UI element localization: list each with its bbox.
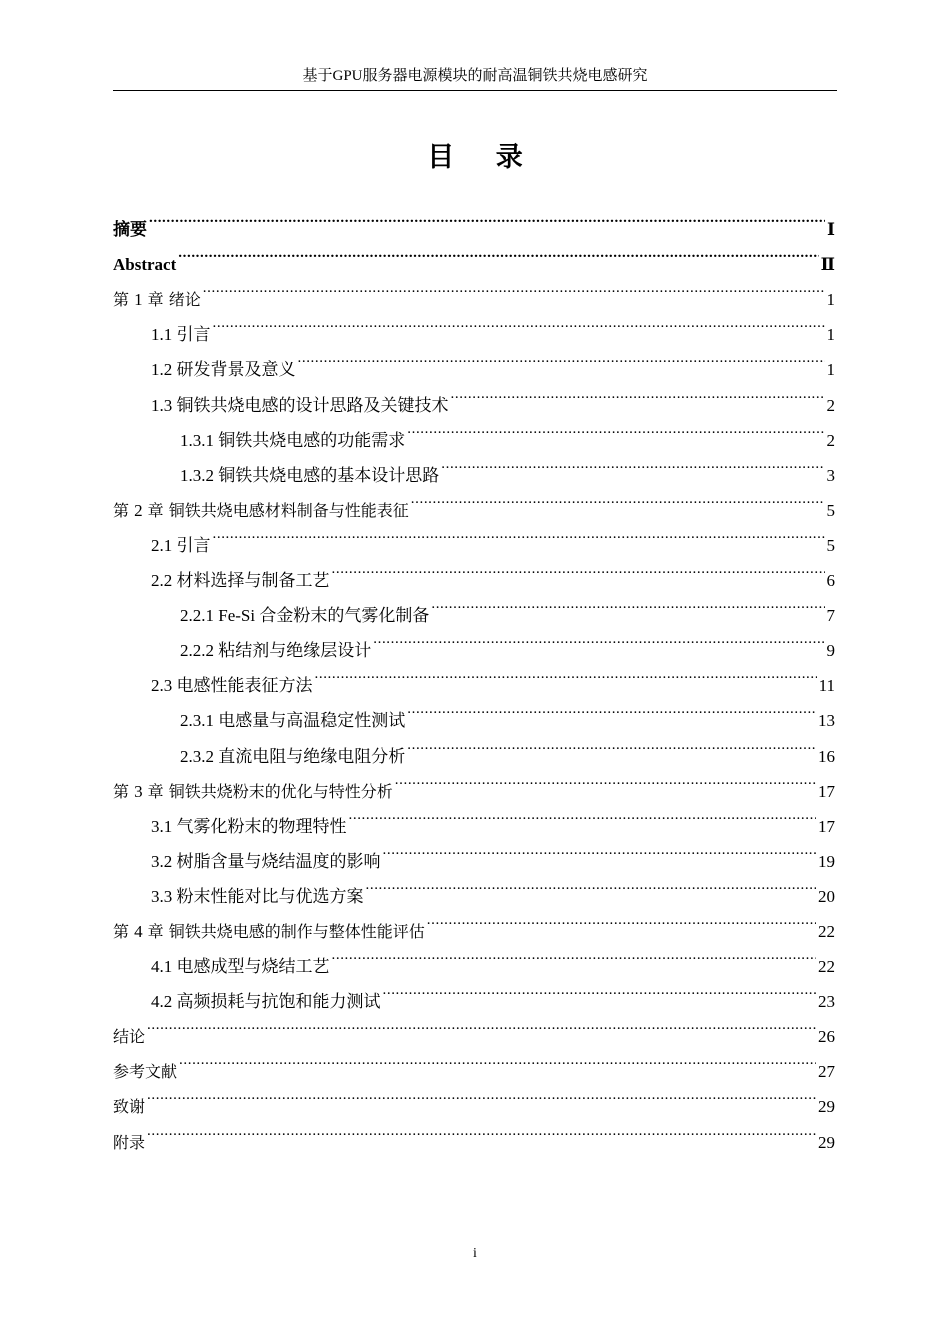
toc-entry-page: 6 xyxy=(826,571,835,591)
toc-entry-label: 2.2.1 Fe-Si 合金粉末的气雾化制备 xyxy=(180,606,430,626)
toc-entry-label: 2.3.1 电感量与高温稳定性测试 xyxy=(180,711,406,731)
toc-list xyxy=(113,200,835,1152)
toc-entry-page: Ⅰ xyxy=(827,220,835,240)
toc-entry[interactable] xyxy=(113,1042,835,1082)
toc-dot-leader xyxy=(407,411,824,446)
chapter-number: 2 xyxy=(134,500,143,520)
toc-dot-leader xyxy=(366,867,817,902)
toc-entry-page: 5 xyxy=(826,500,835,520)
toc-dot-leader xyxy=(147,1077,816,1112)
toc-entry-label: 摘要 xyxy=(113,220,147,240)
toc-entry-page: 29 xyxy=(818,1132,835,1152)
toc-dot-leader xyxy=(147,1112,816,1147)
toc-entry-page: 5 xyxy=(826,535,835,555)
toc-dot-leader xyxy=(149,200,825,235)
toc-title xyxy=(0,138,950,178)
toc-entry-label: 3.1 气雾化粉末的物理特性 xyxy=(151,816,347,836)
toc-entry-label: 4.2 高频损耗与抗饱和能力测试 xyxy=(151,992,381,1012)
toc-entry-label: 附录 xyxy=(113,1132,146,1152)
toc-entry-label: 1.1 引言 xyxy=(151,325,211,345)
toc-dot-leader xyxy=(315,656,817,691)
toc-dot-leader xyxy=(203,270,825,305)
toc-dot-leader xyxy=(431,586,824,621)
toc-entry-label: 1.2 研发背景及意义 xyxy=(151,360,296,380)
toc-dot-leader xyxy=(411,481,825,516)
toc-entry-page: 11 xyxy=(818,676,835,696)
chapter-number: 1 xyxy=(134,290,143,310)
toc-entry-label: 3.2 树脂含量与烧结温度的影响 xyxy=(151,851,381,871)
chapter-number: 3 xyxy=(134,781,143,801)
toc-entry[interactable] xyxy=(113,270,835,310)
toc-entry-label: 致谢 xyxy=(113,1097,146,1117)
chapter-number: 4 xyxy=(134,921,143,941)
toc-dot-leader xyxy=(383,832,817,867)
toc-entry[interactable] xyxy=(113,235,835,275)
toc-entry-page: 2 xyxy=(826,430,835,450)
toc-entry-page: 1 xyxy=(826,325,835,345)
toc-entry-page: 16 xyxy=(818,746,835,766)
toc-dot-leader xyxy=(383,972,817,1007)
toc-entry[interactable] xyxy=(113,340,835,380)
toc-entry[interactable] xyxy=(113,1007,835,1047)
toc-entry-page: 3 xyxy=(826,465,835,485)
toc-entry-page: 22 xyxy=(818,957,835,977)
toc-entry[interactable] xyxy=(113,516,835,555)
toc-entry-label: 1.3 铜铁共烧电感的设计思路及关键技术 xyxy=(151,395,449,415)
toc-entry-page: 2 xyxy=(826,395,835,415)
toc-entry-label: Abstract xyxy=(113,255,177,275)
toc-entry-page: Ⅱ xyxy=(820,255,835,275)
toc-entry-page: 17 xyxy=(818,816,835,836)
toc-dot-leader xyxy=(298,340,825,375)
toc-entry-label: 结论 xyxy=(113,1027,146,1047)
toc-dot-leader xyxy=(373,621,824,656)
toc-entry-label: 2.1 引言 xyxy=(151,535,211,555)
toc-entry-label: 第 1 章 绪论 xyxy=(113,290,201,310)
toc-entry[interactable] xyxy=(113,200,835,240)
toc-entry-label: 2.2 材料选择与制备工艺 xyxy=(151,571,330,591)
toc-title-text: 目 录 xyxy=(427,142,539,173)
toc-entry-label: 第 2 章 铜铁共烧电感材料制备与性能表征 xyxy=(113,500,409,520)
toc-entry-label: 1.3.2 铜铁共烧电感的基本设计思路 xyxy=(180,465,440,485)
toc-entry-page: 7 xyxy=(826,606,835,626)
toc-dot-leader xyxy=(147,1007,816,1042)
toc-entry[interactable] xyxy=(113,1077,835,1117)
toc-dot-leader xyxy=(213,305,825,340)
toc-dot-leader xyxy=(332,551,825,586)
toc-dot-leader xyxy=(427,902,816,937)
toc-entry-page: 9 xyxy=(826,641,835,661)
toc-entry[interactable] xyxy=(113,305,835,345)
toc-dot-leader xyxy=(213,516,825,551)
toc-entry-label: 第 4 章 铜铁共烧电感的制作与整体性能评估 xyxy=(113,921,425,941)
toc-entry-label: 1.3.1 铜铁共烧电感的功能需求 xyxy=(180,430,406,450)
toc-entry-page: 27 xyxy=(818,1062,835,1082)
toc-entry-label: 第 3 章 铜铁共烧粉末的优化与特性分析 xyxy=(113,781,393,801)
toc-entry-page: 17 xyxy=(818,781,835,801)
toc-entry-page: 29 xyxy=(818,1097,835,1117)
toc-entry-label: 2.3 电感性能表征方法 xyxy=(151,676,313,696)
toc-entry[interactable] xyxy=(113,551,835,591)
toc-entry-page: 1 xyxy=(826,290,835,310)
toc-entry-label: 参考文献 xyxy=(113,1062,178,1082)
toc-dot-leader xyxy=(441,446,824,481)
toc-dot-leader xyxy=(332,937,817,972)
toc-dot-leader xyxy=(178,235,818,270)
header-rule xyxy=(113,90,837,91)
toc-entry[interactable] xyxy=(113,1112,835,1152)
toc-entry-label: 2.2.2 粘结剂与绝缘层设计 xyxy=(180,641,372,661)
toc-entry-page: 20 xyxy=(818,886,835,906)
toc-dot-leader xyxy=(451,375,825,410)
toc-entry-page: 22 xyxy=(818,921,835,941)
toc-dot-leader xyxy=(407,691,816,726)
toc-dot-leader xyxy=(395,762,816,797)
toc-entry-page: 1 xyxy=(826,360,835,380)
toc-entry-page: 26 xyxy=(818,1027,835,1047)
toc-entry-label: 3.3 粉末性能对比与优选方案 xyxy=(151,886,364,906)
toc-dot-leader xyxy=(349,797,817,832)
toc-entry-page: 19 xyxy=(818,851,835,871)
toc-entry-page: 23 xyxy=(818,992,835,1012)
toc-entry-page: 13 xyxy=(818,711,835,731)
toc-entry-label: 4.1 电感成型与烧结工艺 xyxy=(151,957,330,977)
page-number: i xyxy=(473,1246,477,1261)
running-header: 基于GPU服务器电源模块的耐高温铜铁共烧电感研究 xyxy=(302,68,648,84)
toc-entry-label: 2.3.2 直流电阻与绝缘电阻分析 xyxy=(180,746,406,766)
toc-dot-leader xyxy=(407,726,816,761)
toc-dot-leader xyxy=(179,1042,816,1077)
